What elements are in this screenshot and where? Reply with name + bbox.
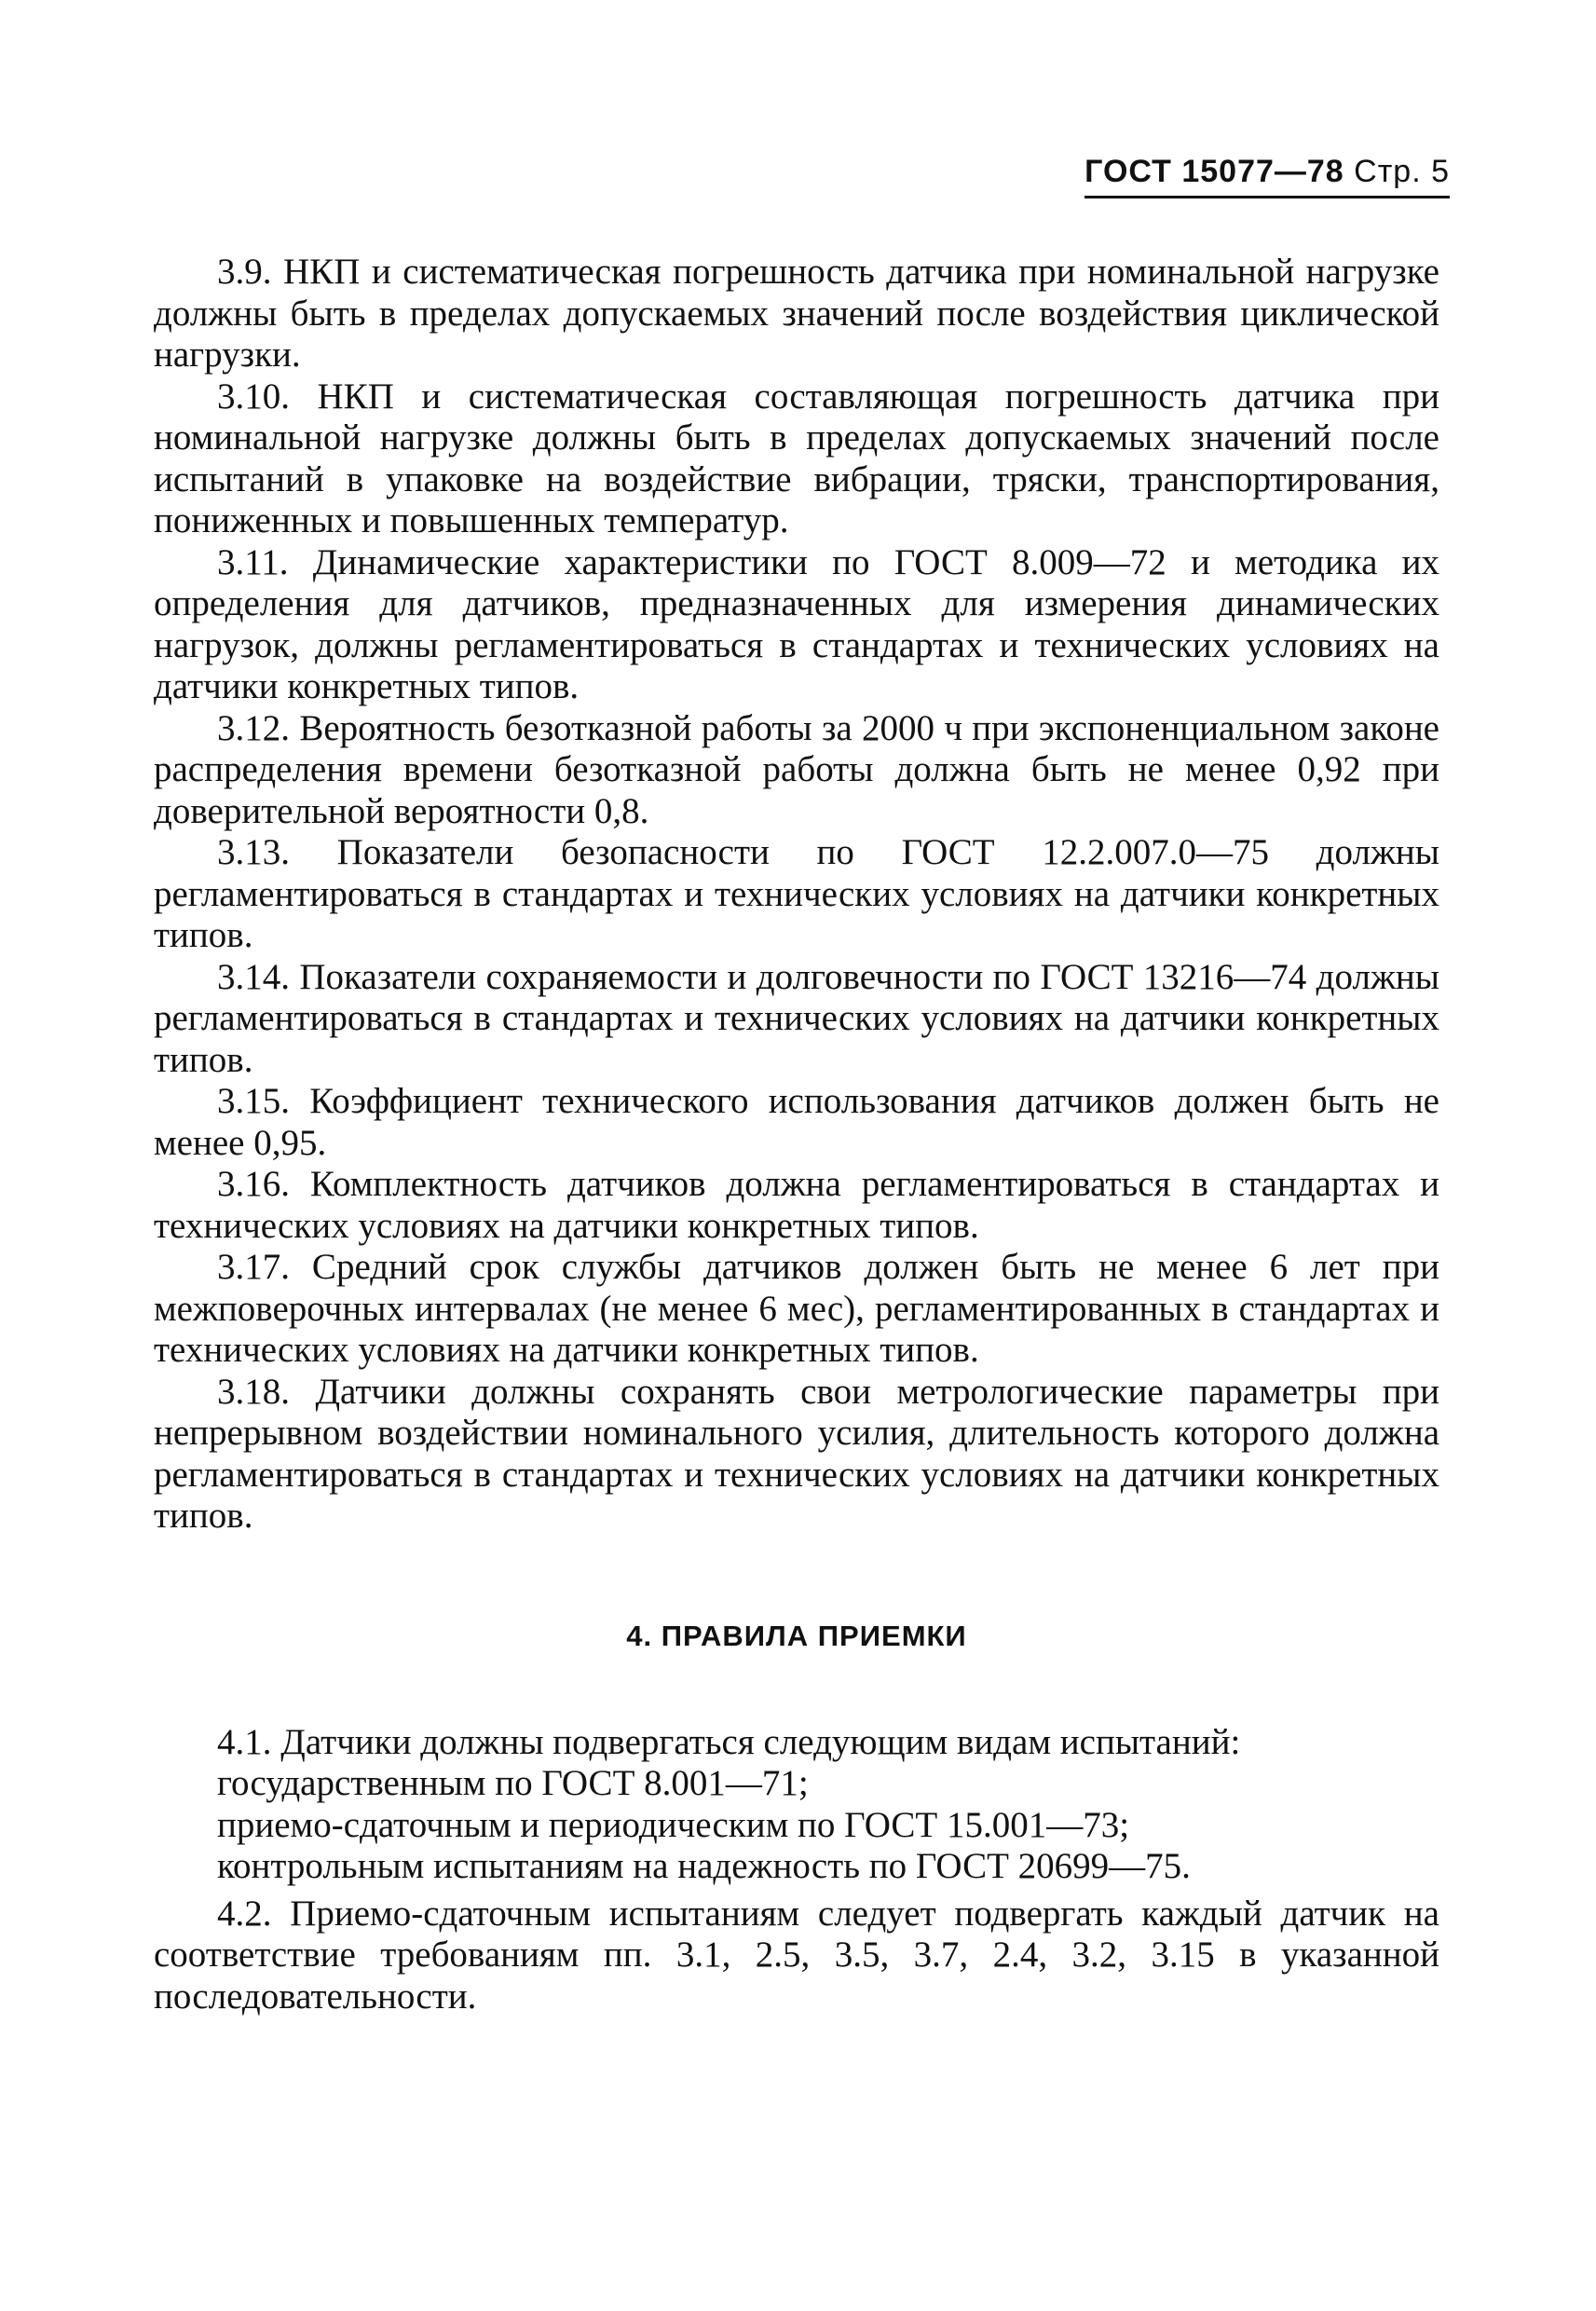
paragraph-3-9: 3.9. НКП и систематическая погрешность датчика при номинальной нагрузке должны быть в пределах допускаемых значений после воздействия циклической нагрузки. (154, 252, 1439, 375)
document-body (154, 252, 1439, 2017)
list-item: государственным по ГОСТ 8.001—71; (217, 1763, 809, 1803)
page-header (1084, 154, 1450, 198)
paragraph-3-12: 3.12. Вероятность безотказной работы за 2000 ч при экспоненциальном законе распределения времени безотказной работы должна быть не менее 0,92 при доверительной вероятности 0,8. (154, 707, 1439, 831)
paragraph-3-10: 3.10. НКП и систематическая составляющая погрешность датчика при номинальной нагрузке должны быть в пределах допускаемых значений после испытаний в упаковке на воздействие вибрации, тряски, транспортирования, пониженных и повышенных температур. (154, 376, 1439, 540)
paragraph-3-13: 3.13. Показатели безопасности по ГОСТ 12.2.007.0—75 должны регламентироваться в стандартах и технических условиях на датчики конкретных типов. (154, 832, 1439, 955)
paragraph-4-2: 4.2. Приемо-сдаточным испытаниям следует подвергать каждый датчик на соответствие требованиям пп. 3.1, 2.5, 3.5, 3.7, 2.4, 3.2, 3.15 в указанной последовательности. (154, 1893, 1439, 2017)
paragraph-3-11: 3.11. Динамические характеристики по ГОСТ 8.009—72 и методика их определения для датчиков, предназначенных для измерения динамических нагрузок, должны регламентироваться в стандартах и технических условиях на датчики конкретных типов. (154, 541, 1439, 706)
standard-number: ГОСТ 15077—78 (1084, 154, 1344, 189)
paragraph-4-1: 4.1. Датчики должны подвергаться следующим видам испытаний: (217, 1721, 1241, 1762)
paragraph-3-16: 3.16. Комплектность датчиков должна регламентироваться в стандартах и технических условиях на датчики конкретных типов. (154, 1164, 1439, 1246)
paragraph-3-17: 3.17. Средний срок службы датчиков должен быть не менее 6 лет при межповерочных интервалах (не менее 6 мес), регламентированных в стандартах и технических условиях на датчики конкретных типов. (154, 1247, 1439, 1370)
page-number: Стр. 5 (1354, 154, 1450, 189)
paragraph-3-15: 3.15. Коэффициент технического использования датчиков должен быть не менее 0,95. (154, 1081, 1439, 1163)
list-item: приемо-сдаточным и периодическим по ГОСТ 15.001—73; (217, 1804, 1130, 1845)
list-item: контрольным испытаниям на надежность по ГОСТ 20699—75. (217, 1846, 1191, 1886)
paragraph-3-14: 3.14. Показатели сохраняемости и долговечности по ГОСТ 13216—74 должны регламентироваться в стандартах и технических условиях на датчики конкретных типов. (154, 956, 1439, 1080)
test-types-list (154, 1763, 1439, 1888)
section-4-heading: 4. ПРАВИЛА ПРИЕМКИ (626, 1619, 967, 1652)
paragraph-3-18: 3.18. Датчики должны сохранять свои метрологические параметры при непрерывном воздействии номинального усилия, длительность которого должна регламентироваться в стандартах и технических условиях на датчики конкретных типов. (154, 1371, 1439, 1536)
